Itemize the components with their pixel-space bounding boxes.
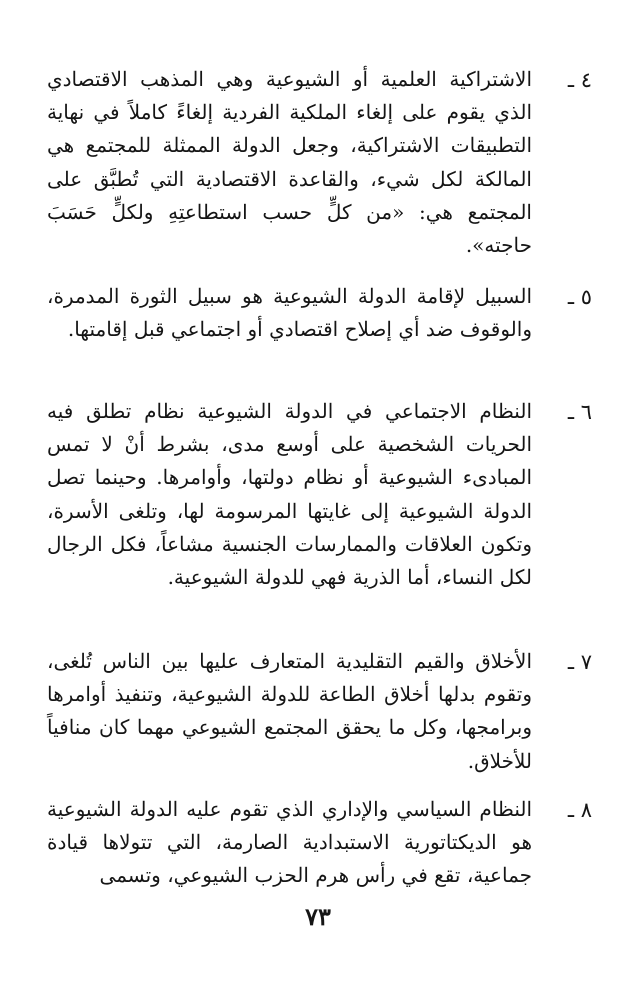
page-number: ٧٣ — [305, 902, 331, 931]
item-text: النظام السياسي والإداري الذي تقوم عليه الدولة الشيوعية هو الديكتاتورية الاستبدادية الصارمة، التي تتولاها قيادة جماعية، تقع في رأس هرم الحزب الشيوعي، وتسمى — [47, 797, 532, 888]
list-item-5 — [47, 280, 592, 346]
list-item-6 — [47, 395, 592, 594]
item-number: ٧ ـ — [567, 650, 592, 674]
item-number: ٥ ـ — [567, 285, 592, 309]
list-item-4 — [47, 63, 592, 262]
list-item-8 — [47, 793, 592, 893]
item-text: السبيل لإقامة الدولة الشيوعية هو سبيل الثورة المدمرة، والوقوف ضد أي إصلاح اقتصادي أو اجتماعي قبل إقامتها. — [47, 284, 532, 342]
item-number: ٨ ـ — [567, 798, 592, 822]
item-number: ٤ ـ — [567, 68, 592, 92]
item-text: الاشتراكية العلمية أو الشيوعية وهي المذهب الاقتصادي الذي يقوم على إلغاء الملكية الفردية إلغاءً كاملاً في نهاية التطبيقات الاشتراكية، وجعل الدولة الممثلة للمجتمع هي المالكة لكل شيء، والقاعدة الاقتصادية التي تُطبَّق على المجتمع هي: «من كلٍّ حسب استطاعتِهِ ولكلٍّ حَسَبَ حاجته». — [47, 67, 532, 258]
item-text: النظام الاجتماعي في الدولة الشيوعية نظام تطلق فيه الحريات الشخصية على أوسع مدى، بشرط أنْ لا تمس المبادىء الشيوعية أو نظام دولتها، وأوامرها. وحينما تصل الدولة الشيوعية إلى غايتها المرسومة لها، وتلغى الأسرة، وتكون العلاقات والممارسات الجنسية مشاعاً، فكل الرجال لكل النساء، أما الذرية فهي للدولة الشيوعية. — [47, 399, 532, 590]
list-item-7 — [47, 645, 592, 778]
item-text: الأخلاق والقيم التقليدية المتعارف عليها بين الناس تُلغى، وتقوم بدلها أخلاق الطاعة للدولة الشيوعية، وتنفيذ أوامرها وبرامجها، وكل ما يحقق المجتمع الشيوعي مهما كان منافياً للأخلاق. — [47, 649, 532, 773]
item-number: ٦ ـ — [567, 400, 592, 424]
